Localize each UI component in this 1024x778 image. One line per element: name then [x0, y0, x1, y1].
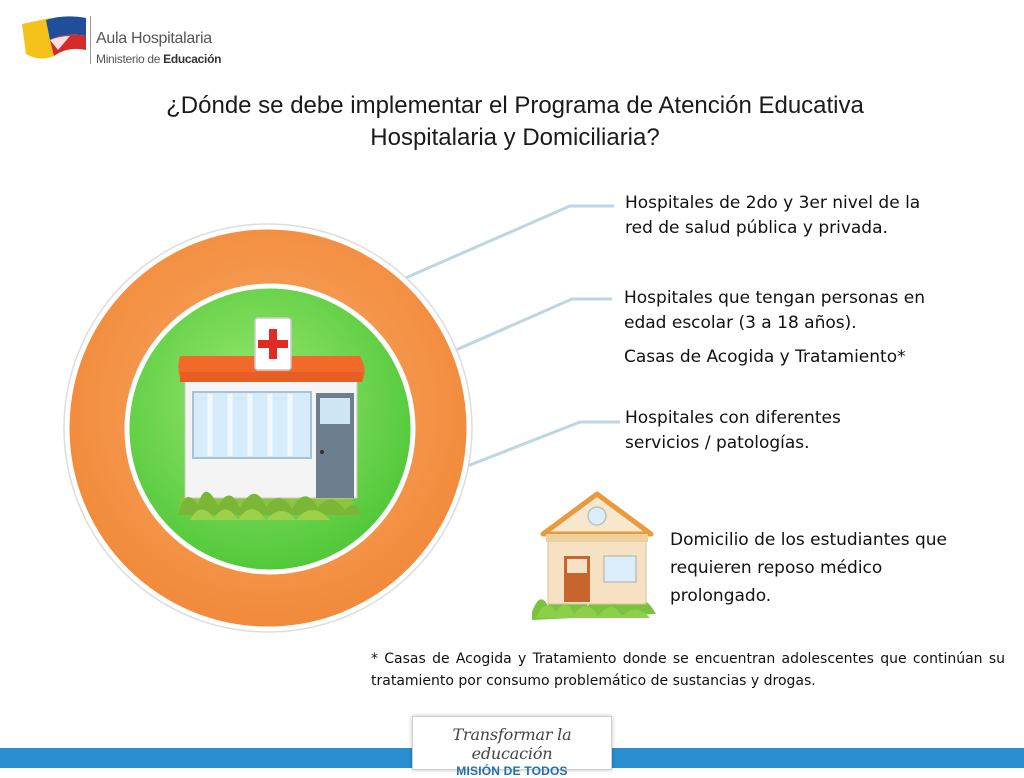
item-school-age-line-1: Hospitales que tengan personas en [624, 288, 925, 308]
slide-title-line-1: ¿Dónde se debe implementar el Programa de Atención Educativa [166, 92, 864, 119]
item-casas-acogida [624, 345, 984, 370]
item-services [625, 406, 925, 456]
item-home-line-3: prolongado. [670, 586, 772, 606]
item-home [670, 526, 1000, 610]
logo-title: Aula Hospitalaria [96, 30, 212, 47]
item-services-line-2: servicios / patologías. [625, 433, 810, 453]
slogan-line-1: Transformar la educación [452, 725, 572, 763]
item-hospitals-level-line-2: red de salud pública y privada. [625, 218, 888, 238]
slide-title-line-2: Hospitalaria y Domiciliaria? [370, 124, 660, 151]
connector-line-3 [452, 422, 620, 472]
slogan-badge [412, 716, 612, 778]
logo-subtitle-prefix: Ministerio de [96, 52, 164, 66]
item-hospitals-level-line-1: Hospitales de 2do y 3er nivel de la [625, 193, 921, 213]
footnote: * Casas de Acogida y Tratamiento donde se encuentran adolescentes que continúan su tratamiento por consumo problemático de sustancias y drogas. [371, 651, 1005, 689]
item-school-age-line-2: edad escolar (3 a 18 años). [624, 313, 857, 333]
logo-subtitle-bold: Educación [163, 52, 222, 66]
item-hospitals-level [625, 191, 965, 241]
connector-line-1 [387, 206, 614, 286]
item-home-line-2: requieren reposo médico [670, 558, 883, 578]
item-casas-acogida-line-1: Casas de Acogida y Tratamiento* [624, 347, 906, 367]
item-services-line-1: Hospitales con diferentes [625, 408, 841, 428]
slogan-line-2: MISIÓN DE TODOS [456, 764, 568, 778]
item-school-age [624, 286, 984, 336]
item-home-line-1: Domicilio de los estudiantes que [670, 530, 948, 550]
connector-line-2 [440, 299, 612, 357]
house-icon [532, 494, 656, 620]
